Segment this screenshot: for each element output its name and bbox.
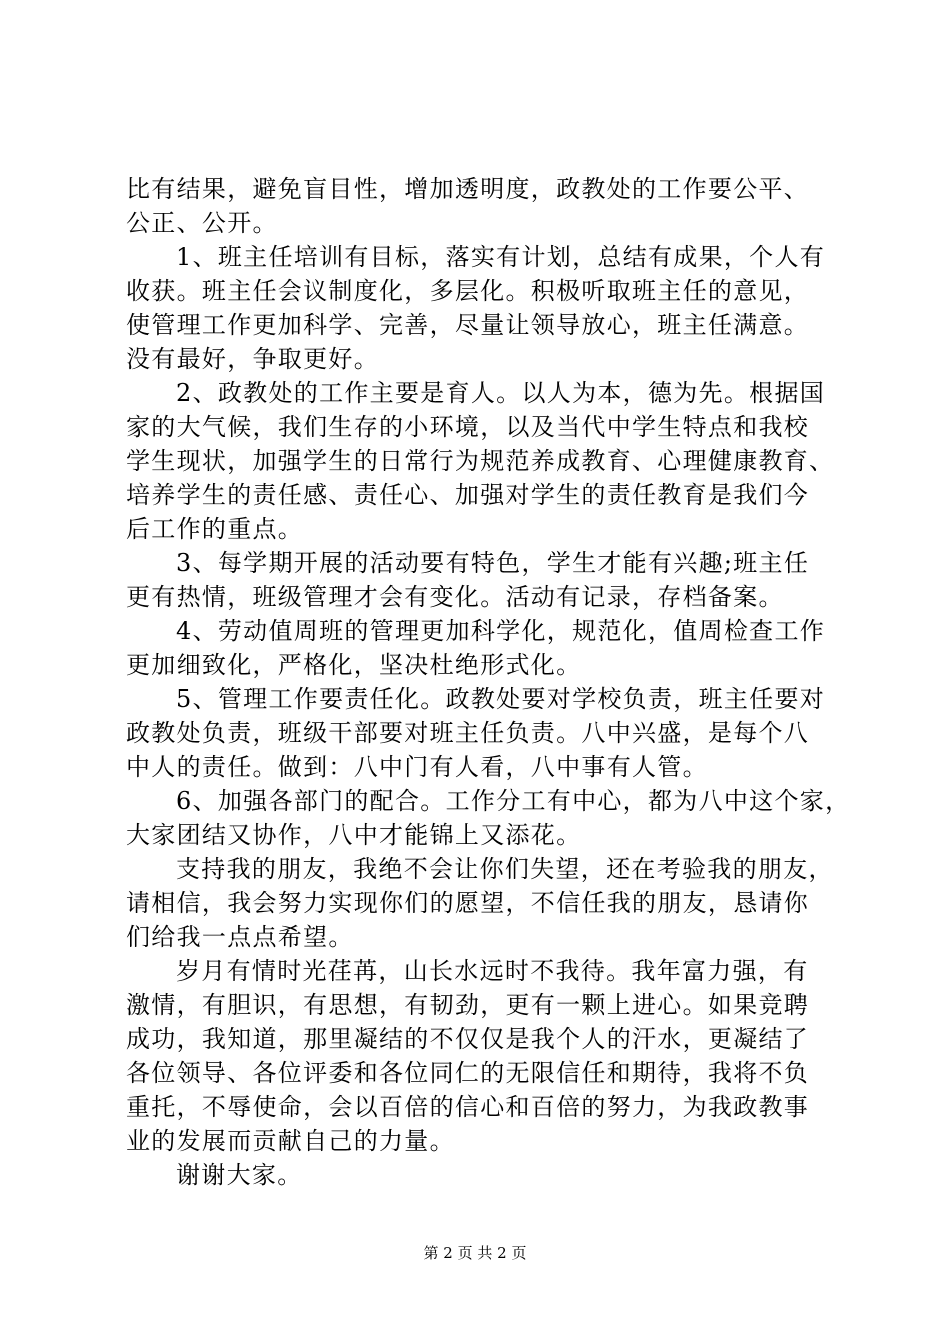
text-line: 使管理工作更加科学、完善，尽量让领导放心，班主任满意。: [126, 311, 810, 339]
paragraph: [126, 614, 838, 682]
text-line: 公正、公开。: [126, 209, 278, 237]
text-line: 岁月有情时光荏苒，山长水远时不我待。我年富力强，有: [176, 957, 809, 985]
text-line: 各位领导、各位评委和各位同仁的无限信任和期待，我将不负: [126, 1059, 810, 1087]
text-line: 3、每学期开展的活动要有特色，学生才能有兴趣;班主任: [176, 549, 810, 577]
text-line: 中人的责任。做到：八中门有人看，八中事有人管。: [126, 753, 708, 781]
paragraph: [126, 784, 851, 852]
text-line: 4、劳动值周班的管理更加科学化，规范化，值周检查工作: [176, 617, 826, 645]
paragraph: [126, 852, 838, 954]
text-line: 谢谢大家。: [176, 1161, 303, 1189]
paragraph: [126, 172, 838, 240]
paragraph: [126, 240, 838, 376]
text-line: 后工作的重点。: [126, 515, 304, 543]
text-line: 支持我的朋友，我绝不会让你们失望，还在考验我的朋友，: [176, 855, 834, 883]
text-line: 没有最好，争取更好。: [126, 345, 379, 373]
page-footer: [0, 1243, 950, 1263]
text-line: 收获。班主任会议制度化，多层化。积极听取班主任的意见，: [126, 277, 810, 305]
text-line: 培养学生的责任感、责任心、加强对学生的责任教育是我们今: [126, 481, 810, 509]
text-line: 更加细致化，严格化，坚决杜绝形式化。: [126, 651, 582, 679]
text-line: 5、管理工作要责任化。政教处要对学校负责，班主任要对: [176, 685, 826, 713]
text-line: 家的大气候，我们生存的小环境，以及当代中学生特点和我校: [126, 413, 810, 441]
text-line: 2、政教处的工作主要是育人。以人为本，德为先。根据国: [176, 379, 826, 407]
text-line: 1、班主任培训有目标，落实有计划，总结有成果，个人有: [176, 243, 826, 271]
text-line: 政教处负责，班级干部要对班主任负责。八中兴盛，是每个八: [126, 719, 810, 747]
text-line: 学生现状，加强学生的日常行为规范养成教育、心理健康教育、: [126, 447, 835, 475]
paragraph: [126, 376, 838, 546]
paragraph: [126, 954, 838, 1158]
text-line: 重托，不辱使命，会以百倍的信心和百倍的努力，为我政教事: [126, 1093, 810, 1121]
document-body: [126, 172, 851, 1192]
text-line: 激情，有胆识，有思想，有韧劲，更有一颗上进心。如果竞聘: [126, 991, 810, 1019]
paragraph: [126, 546, 838, 614]
text-line: 更有热情，班级管理才会有变化。活动有记录，存档备案。: [126, 583, 784, 611]
text-line: 大家团结又协作，八中才能锦上又添花。: [126, 821, 582, 849]
text-line: 们给我一点点希望。: [126, 923, 354, 951]
paragraph: [126, 1158, 838, 1192]
paragraph: [126, 682, 838, 784]
text-line: 业的发展而贡献自己的力量。: [126, 1127, 455, 1155]
text-line: 比有结果，避免盲目性，增加透明度，政教处的工作要公平、: [126, 175, 810, 203]
page-number-label: 第 2 页 共 2 页: [423, 1244, 527, 1262]
text-line: 成功，我知道，那里凝结的不仅仅是我个人的汗水，更凝结了: [126, 1025, 810, 1053]
text-line: 6、加强各部门的配合。工作分工有中心，都为八中这个家，: [176, 787, 851, 815]
text-line: 请相信，我会努力实现你们的愿望，不信任我的朋友，恳请你: [126, 889, 810, 917]
